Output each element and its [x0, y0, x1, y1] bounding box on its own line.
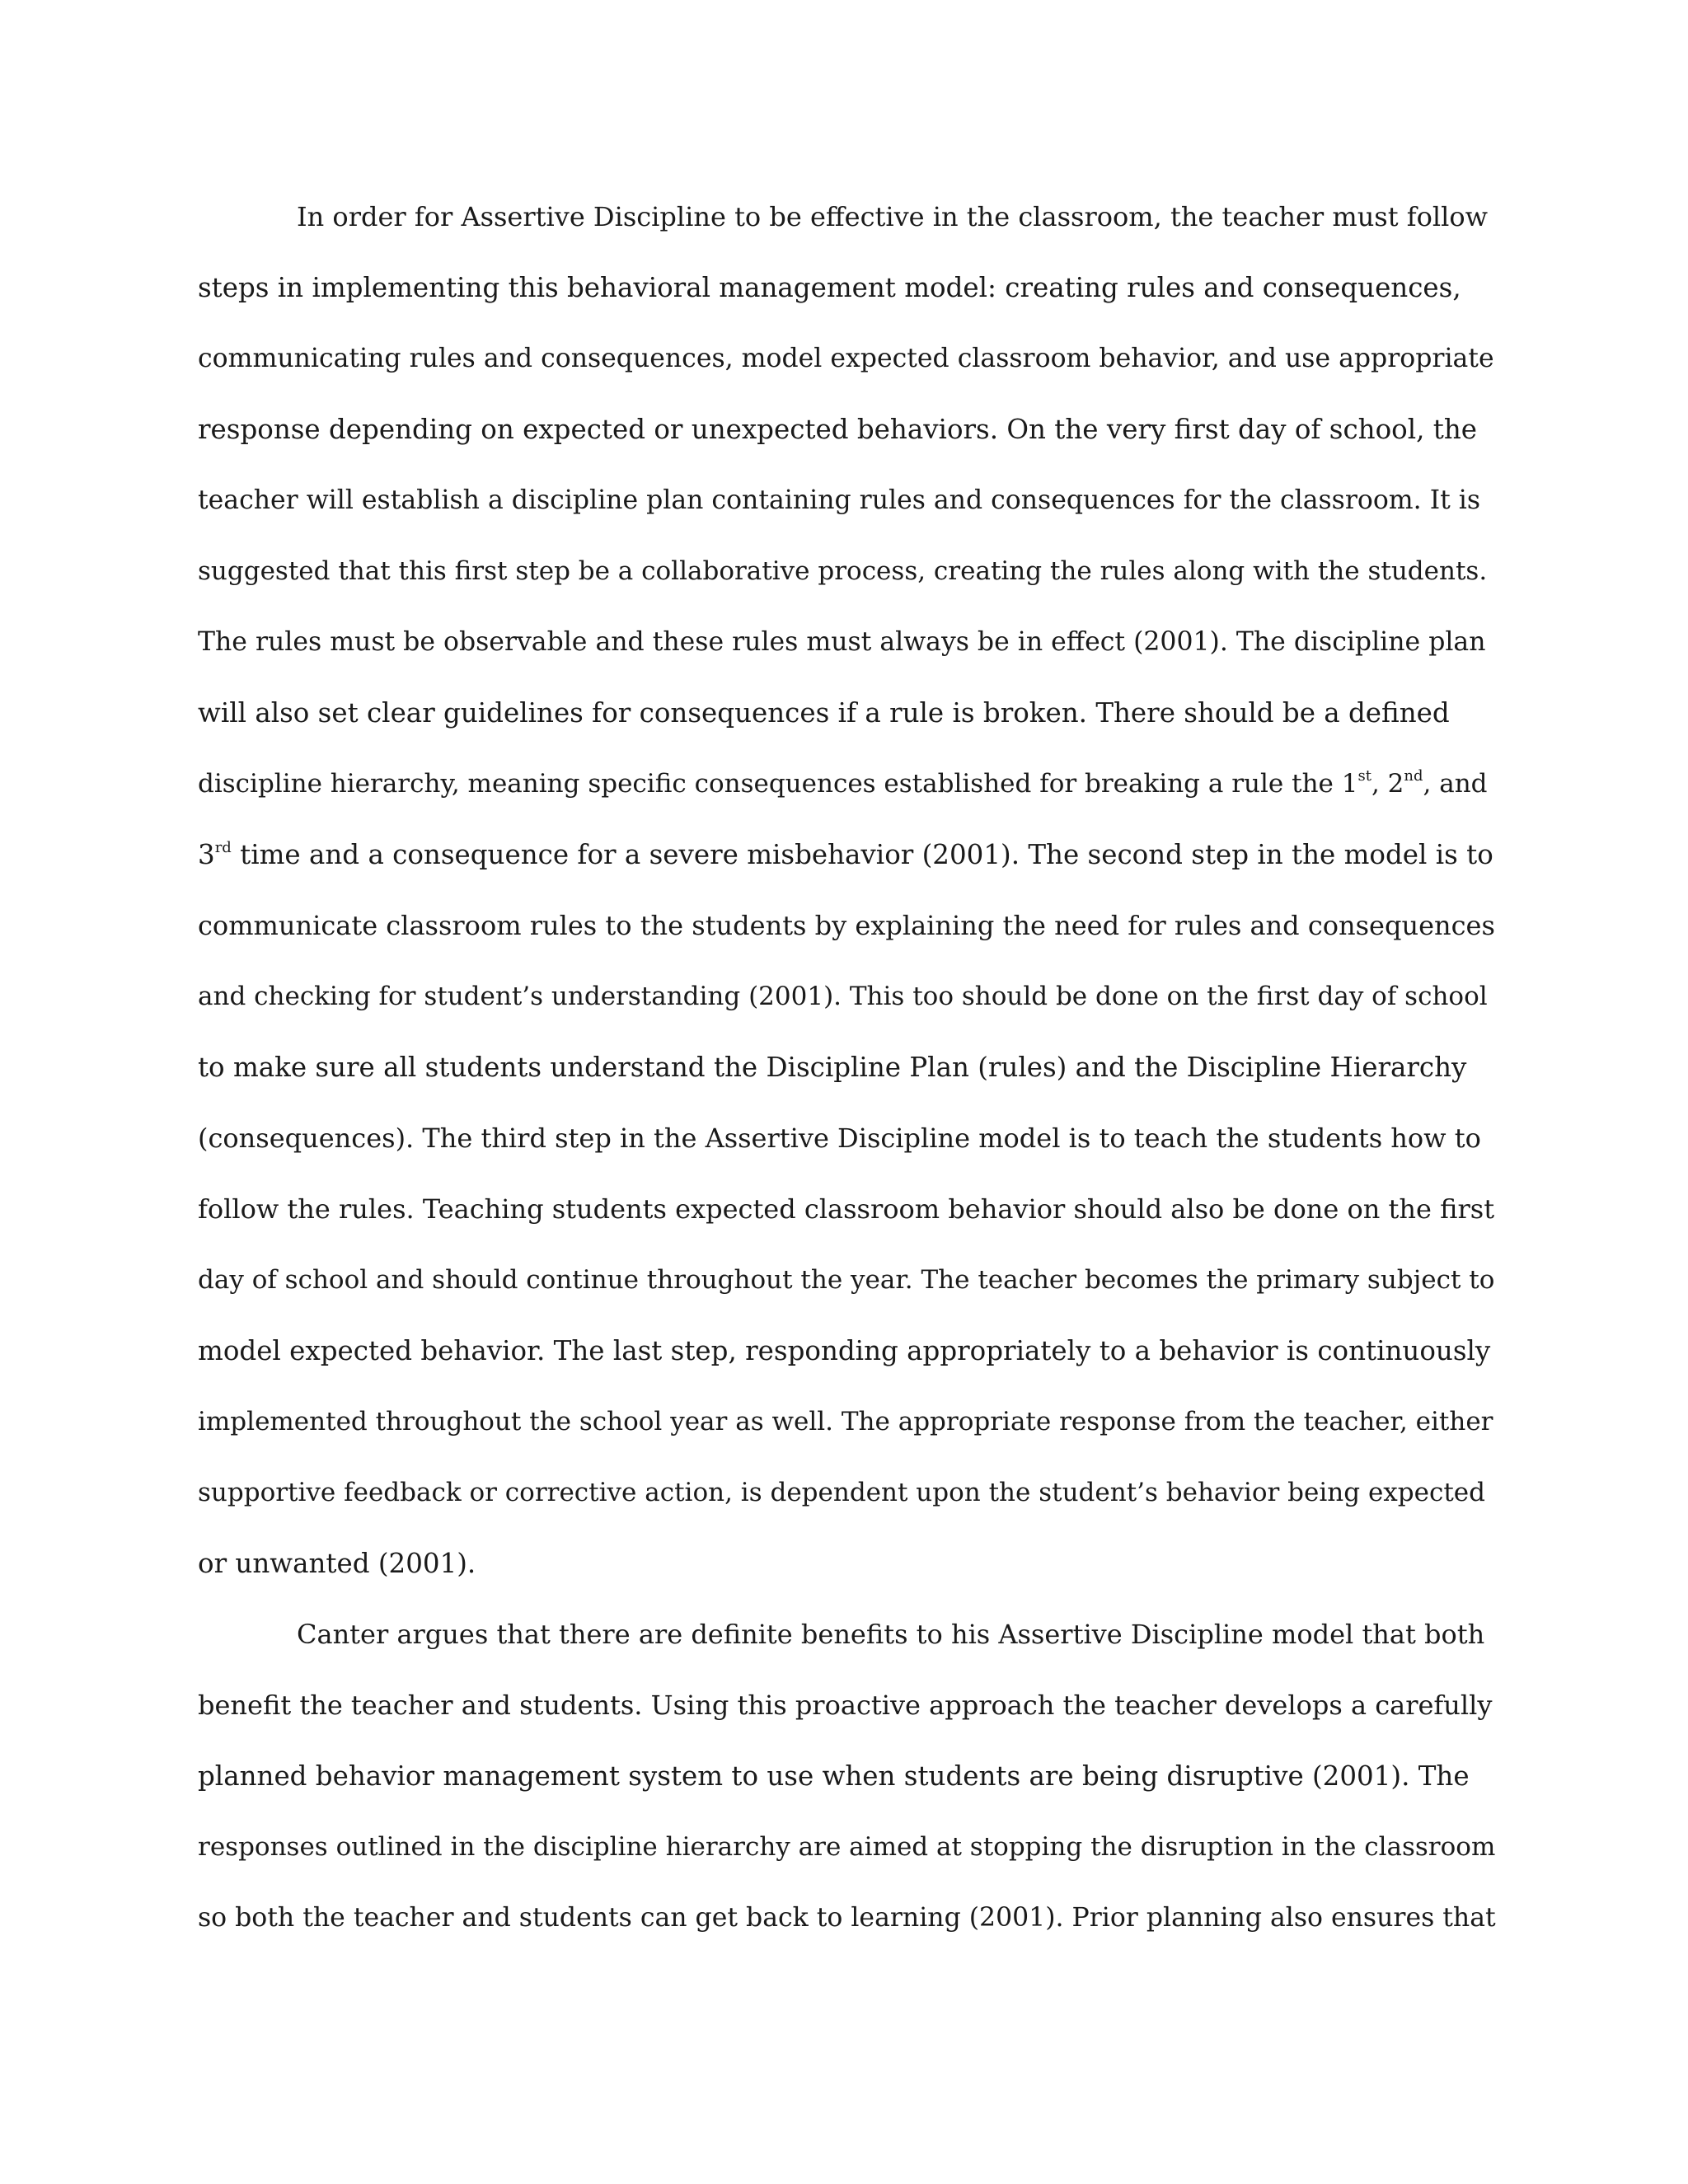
text-line: and checking for student’s understanding (2001). This too should be done on the first day of school: [198, 982, 1488, 1011]
text-segment: 3: [198, 839, 215, 870]
text-line: to make sure all students understand the Discipline Plan (rules) and the Discipline Hierarchy: [198, 1052, 1467, 1083]
paragraph-1: [198, 193, 1500, 1610]
text-segment: , and: [1423, 769, 1488, 799]
text-segment: , 2: [1371, 769, 1404, 799]
text-line: Canter argues that there are definite benefits to his Assertive Discipline model that both: [297, 1619, 1485, 1650]
text-segment: time and a consequence for a severe misbehavior (2001). The second step in the model is to: [231, 839, 1493, 870]
text-line: [198, 831, 1500, 902]
text-line: planned behavior management system to use when students are being disruptive (2001). The: [198, 1760, 1470, 1792]
text-line: will also set clear guidelines for consequences if a rule is broken. There should be a defined: [198, 697, 1450, 729]
text-line: communicate classroom rules to the students by explaining the need for rules and consequences: [198, 910, 1495, 941]
ordinal-suffix: st: [1357, 767, 1372, 785]
text-line: communicating rules and consequences, model expected classroom behavior, and use appropriate: [198, 344, 1494, 373]
text-line: implemented throughout the school year as well. The appropriate response from the teacher, either: [198, 1407, 1493, 1436]
text-line: (consequences). The third step in the Assertive Discipline model is to teach the students how to: [198, 1122, 1481, 1154]
text-line: In order for Assertive Discipline to be effective in the classroom, the teacher must follow: [297, 201, 1488, 232]
text-line: so both the teacher and students can get back to learning (2001). Prior planning also ensures that: [198, 1903, 1496, 1933]
text-segment: discipline hierarchy, meaning specific consequences established for breaking a rule the 1: [198, 769, 1358, 799]
ordinal-suffix: rd: [214, 839, 232, 856]
text-line: benefit the teacher and students. Using this proactive approach the teacher develops a carefully: [198, 1690, 1493, 1721]
text-line: response depending on expected or unexpected behaviors. On the very first day of school, the: [198, 414, 1477, 445]
text-line: [198, 760, 1500, 831]
text-line: model expected behavior. The last step, responding appropriately to a behavior is continuously: [198, 1335, 1491, 1366]
text-line: or unwanted (2001).: [198, 1548, 476, 1579]
text-line: follow the rules. Teaching students expected classroom behavior should also be done on the first: [198, 1193, 1495, 1225]
text-line: suggested that this first step be a collaborative process, creating the rules along with the students.: [198, 556, 1488, 586]
text-line: responses outlined in the discipline hierarchy are aimed at stopping the disruption in the classroom: [198, 1832, 1496, 1862]
text-line: supportive feedback or corrective action, is dependent upon the student’s behavior being expected: [198, 1478, 1485, 1507]
body-text: [198, 193, 1500, 1965]
text-line: The rules must be observable and these rules must always be in effect (2001). The discipline plan: [198, 627, 1486, 657]
text-line: day of school and should continue throughout the year. The teacher becomes the primary subject to: [198, 1265, 1495, 1295]
paragraph-2: [198, 1610, 1500, 1965]
text-line: teacher will establish a discipline plan containing rules and consequences for the classroom. It is: [198, 485, 1481, 515]
ordinal-suffix: nd: [1404, 767, 1423, 785]
text-line: steps in implementing this behavioral management model: creating rules and consequences,: [198, 272, 1461, 303]
